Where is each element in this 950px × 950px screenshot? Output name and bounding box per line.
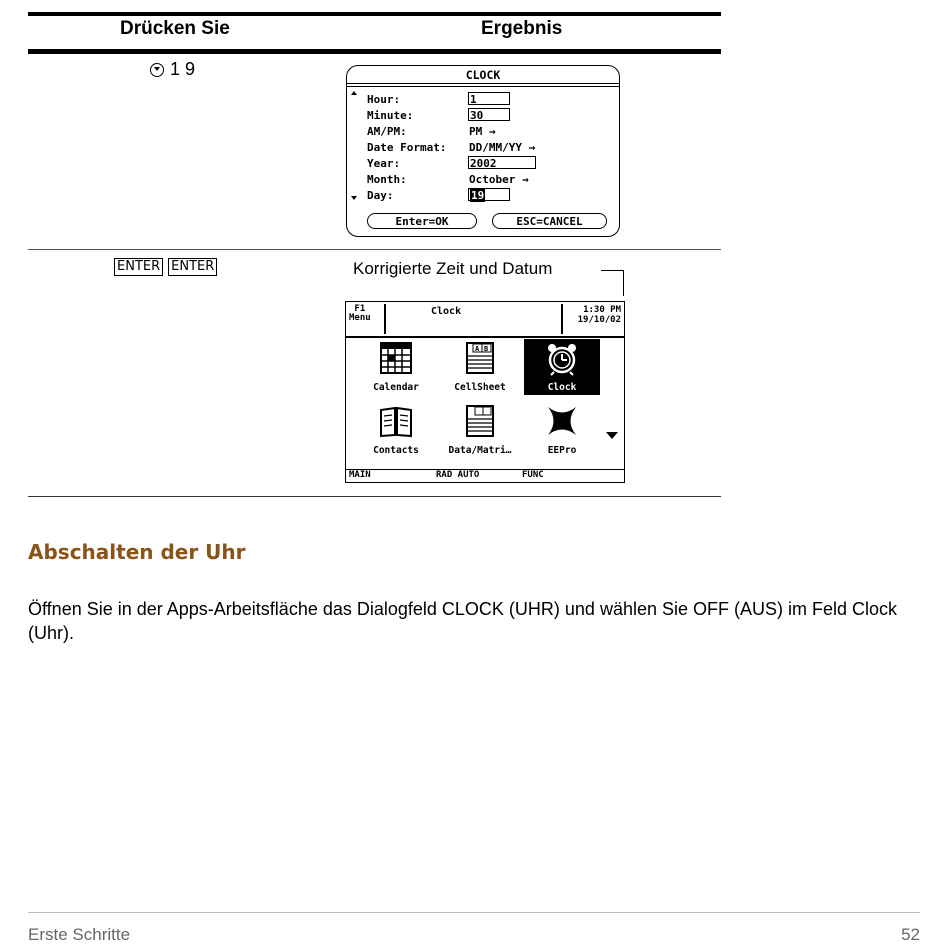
app-label: Contacts	[373, 445, 419, 456]
footer-chapter: Erste Schritte	[28, 925, 131, 944]
date-format-select[interactable]: DD/MM/YY →	[469, 141, 536, 154]
ampm-label: AM/PM:	[367, 125, 407, 138]
column-header-press: Drücken Sie	[120, 18, 230, 39]
column-header-result: Ergebnis	[481, 18, 563, 39]
dialog-title: CLOCK	[465, 68, 501, 82]
app-label: Clock	[547, 382, 577, 393]
day-value: 19	[471, 189, 485, 202]
spreadsheet-icon	[463, 341, 497, 375]
scroll-down-icon	[351, 196, 357, 200]
row-divider	[28, 249, 721, 250]
press-digits: 1 9	[170, 59, 196, 79]
press-step-2	[114, 258, 217, 276]
press-step-1	[150, 59, 195, 80]
calendar-icon	[379, 341, 413, 375]
header-rule	[28, 49, 721, 54]
status-graph: FUNC	[522, 470, 544, 480]
title-divider	[347, 83, 619, 84]
year-label: Year:	[367, 157, 401, 170]
hour-label: Hour:	[367, 93, 401, 106]
day-field[interactable]	[468, 188, 510, 201]
instruction-table	[28, 12, 721, 497]
minute-field[interactable]: 30	[468, 108, 510, 121]
header-separator	[384, 304, 386, 334]
callout-leader-line	[601, 270, 624, 296]
screen-title: Clock	[431, 306, 462, 317]
time-value: 1:30 PM	[583, 305, 621, 315]
down-arrow-key-icon	[150, 63, 164, 77]
data-matrix-icon	[463, 404, 497, 438]
app-calendar[interactable]	[358, 339, 434, 395]
ampm-select[interactable]: PM →	[469, 125, 496, 138]
f1-menu-button[interactable]	[349, 305, 371, 323]
page-number: 52	[901, 925, 920, 944]
svg-text:B: B	[484, 345, 489, 353]
day-label: Day:	[367, 189, 394, 202]
cancel-button[interactable]: ESC=CANCEL	[492, 213, 607, 229]
app-data-matrix[interactable]	[442, 402, 518, 458]
eepro-icon	[545, 404, 579, 438]
month-select[interactable]: October →	[469, 173, 529, 186]
status-mode: MAIN	[349, 470, 371, 480]
footer-rule	[28, 912, 920, 913]
month-label: Month:	[367, 173, 407, 186]
date-value: 19/10/02	[577, 315, 621, 325]
status-angle: RAD AUTO	[436, 470, 480, 480]
app-contacts[interactable]	[358, 402, 434, 458]
hour-field[interactable]: 1	[468, 92, 510, 105]
app-cellsheet[interactable]	[442, 339, 518, 395]
apps-desktop-screen	[345, 301, 625, 483]
enter-key: ENTER	[168, 258, 217, 276]
menu-label: Menu	[349, 313, 371, 323]
enter-key: ENTER	[114, 258, 163, 276]
callout-label: Korrigierte Zeit und Datum	[353, 259, 553, 278]
app-label: CellSheet	[454, 382, 506, 393]
section-paragraph: Öffnen Sie in der Apps-Arbeitsfläche das Dialogfeld CLOCK (UHR) und wählen Sie OFF (AUS) im Feld Clock (Uhr).	[28, 599, 898, 643]
clock-dialog	[346, 65, 620, 237]
address-book-icon	[378, 404, 414, 438]
time-date-display	[578, 305, 621, 325]
table-top-rule	[28, 12, 721, 16]
alarm-clock-icon	[544, 340, 580, 376]
more-apps-down-icon[interactable]	[606, 432, 618, 439]
table-bottom-rule	[28, 496, 721, 497]
date-format-label: Date Format:	[367, 141, 447, 154]
app-label: EEPro	[547, 445, 577, 456]
title-divider-2	[347, 86, 619, 87]
app-label: Data/Matri…	[448, 445, 512, 456]
status-bar	[346, 469, 624, 482]
app-clock[interactable]	[524, 339, 600, 395]
app-eepro[interactable]	[524, 402, 600, 458]
year-field[interactable]: 2002	[468, 156, 536, 169]
scroll-up-icon	[351, 91, 357, 95]
ok-button[interactable]: Enter=OK	[367, 213, 477, 229]
header-separator	[561, 304, 563, 334]
screen-header	[346, 302, 624, 338]
app-label: Calendar	[373, 382, 419, 393]
section-heading: Abschalten der Uhr	[28, 540, 246, 564]
svg-text:A: A	[475, 345, 480, 353]
f1-label: F1	[354, 304, 366, 314]
minute-label: Minute:	[367, 109, 414, 122]
